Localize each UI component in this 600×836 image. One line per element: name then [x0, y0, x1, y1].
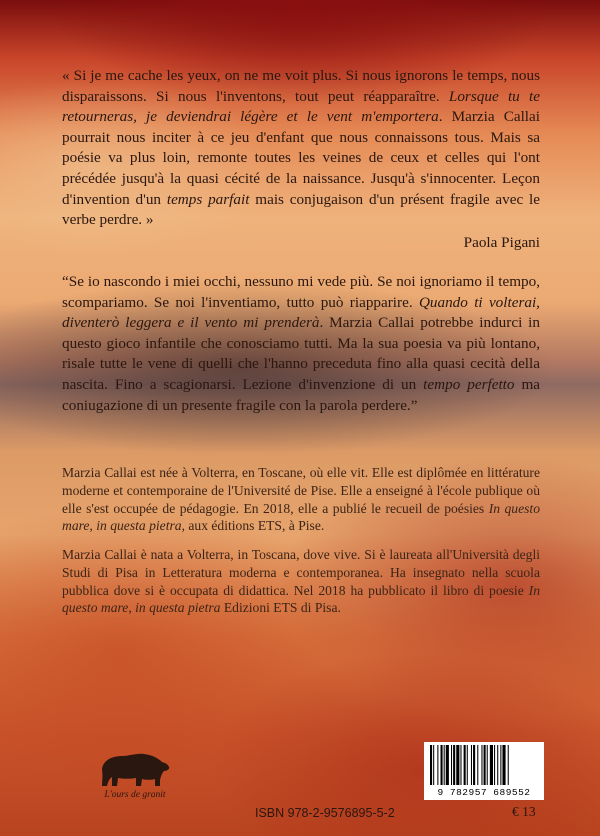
bear-icon [96, 748, 174, 788]
author-bio-french: Marzia Callai est née à Volterra, en Toscane, où elle vit. Elle est diplômée en littérature moderne et contemporaine de l'Université de Pise. Elle a enseigné à l'école publique où elle s'est occupée de pédagogie. En 2018, elle a publié le recueil de poésies In questo mare, in questa pietra, aux éditions ETS, à Pise. [62, 465, 540, 534]
barcode-digits: 9 782957 689552 [437, 787, 531, 798]
italian-quote-text: “Se io nascondo i miei occhi, nessuno mi vede più. Se noi ignoriamo il tempo, scompariamo. Se noi l'inventiamo, tutto può riapparire. Quando ti volterai, diventerò leggera e il vento mi prenderà. Marzia Callai potrebbe indurci in questo gioco infantile che conosciamo tutti. Ma la sua poesia va più lontano, risale tutte le vene di quelli che l'hanno preceduta fino alla quasi cecità della nascita. Fino a scagionarsi. Lezione d'invenzione di un tempo perfetto ma coniugazione di un presente fragile con la parola perdere.” [62, 273, 540, 414]
french-quote [62, 66, 540, 231]
barcode [424, 742, 544, 800]
publisher-name: L'ours de granit [104, 790, 166, 800]
author-bio-italian: Marzia Callai è nata a Volterra, in Toscana, dove vive. Si è laureata all'Università degli Studi di Pisa in Letteratura moderna e contemporanea. Ha insegnato nella scuola pubblica dove si è occupata di didattica. Nel 2018 ha pubblicato il libro di poesie In questo mare, in questa pietra Edizioni ETS di Pisa. [62, 547, 540, 616]
price-label: € 13 [512, 804, 536, 819]
isbn-label: ISBN 978-2-9576895-5-2 [255, 806, 395, 820]
quote-signature: Paola Pigani [463, 234, 540, 251]
publisher-logo [96, 748, 174, 800]
french-quote-text: « Si je me cache les yeux, on ne me voit plus. Si nous ignorons le temps, nous disparaissons. Si nous l'inventons, tout peut réapparaître. Lorsque tu te retourneras, je deviendrai légère et le vent m'emportera. Marzia Callai pourrait nous inciter à ce jeu d'enfant que nous connaissons tous. Mais sa poésie va plus loin, remonte toutes les veines de ceux et celles qui l'ont précédée jusqu'à la quasi cécité de la naissance. Jusqu'à s'innocenter. Leçon d'invention d'un temps parfait mais conjugaison d'un présent fragile avec le verbe perdre. » [62, 67, 540, 229]
barcode-bars [428, 745, 540, 787]
italian-quote [62, 272, 540, 416]
